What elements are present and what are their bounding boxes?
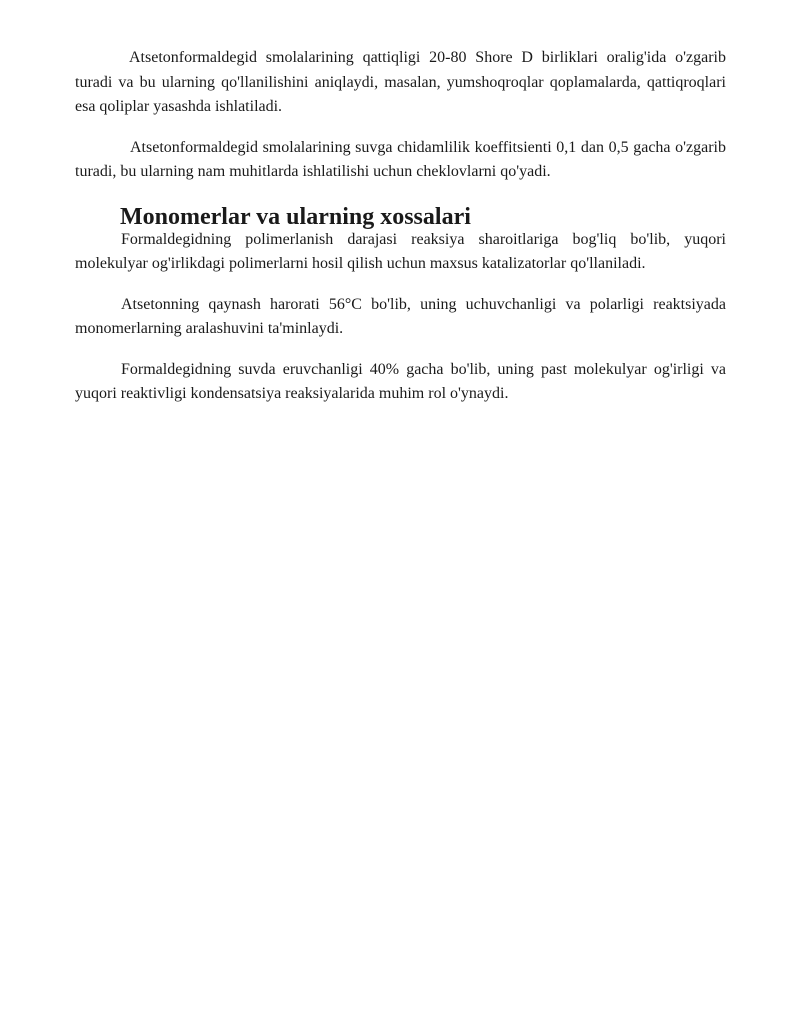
section-heading: Monomerlar va ularning xossalari (120, 203, 471, 230)
paragraph-hardness: Atsetonformaldegid smolalarining qattiqligi 20-80 Shore D birliklari oralig'ida o'zgarib turadi va bu ularning qo'llanilishini aniqlaydi, masalan, yumshoqroqlar qoplamalarda, qattiqroqlari esa qoliplar yasashda ishlatiladi. (75, 49, 726, 115)
paragraph-acetone-boiling-point: Atsetonning qaynash harorati 56°C bo'lib, uning uchuvchanligi va polarligi reaktsiyada monomerlarning aralashuvini ta'minlaydi. (75, 295, 726, 337)
document-page (75, 46, 726, 407)
paragraph-formaldehyde-solubility: Formaldegidning suvda eruvchanligi 40% gacha bo'lib, uning past molekulyar og'irligi va yuqori reaktivligi kondensatsiya reaksiyalarida muhim rol o'ynaydi. (75, 360, 726, 402)
paragraph-formaldehyde-polymerization: Formaldegidning polimerlanish darajasi reaksiya sharoitlariga bog'liq bo'lib, yuqori molekulyar og'irlikdagi polimerlarni hosil qilish uchun maxsus katalizatorlar qo'llaniladi. (75, 230, 726, 272)
paragraph-water-resistance: Atsetonformaldegid smolalarining suvga chidamlilik koeffitsienti 0,1 dan 0,5 gacha o'zgarib turadi, bu ularning nam muhitlarda ishlatilishi uchun cheklovlarni qo'yadi. (75, 138, 726, 180)
